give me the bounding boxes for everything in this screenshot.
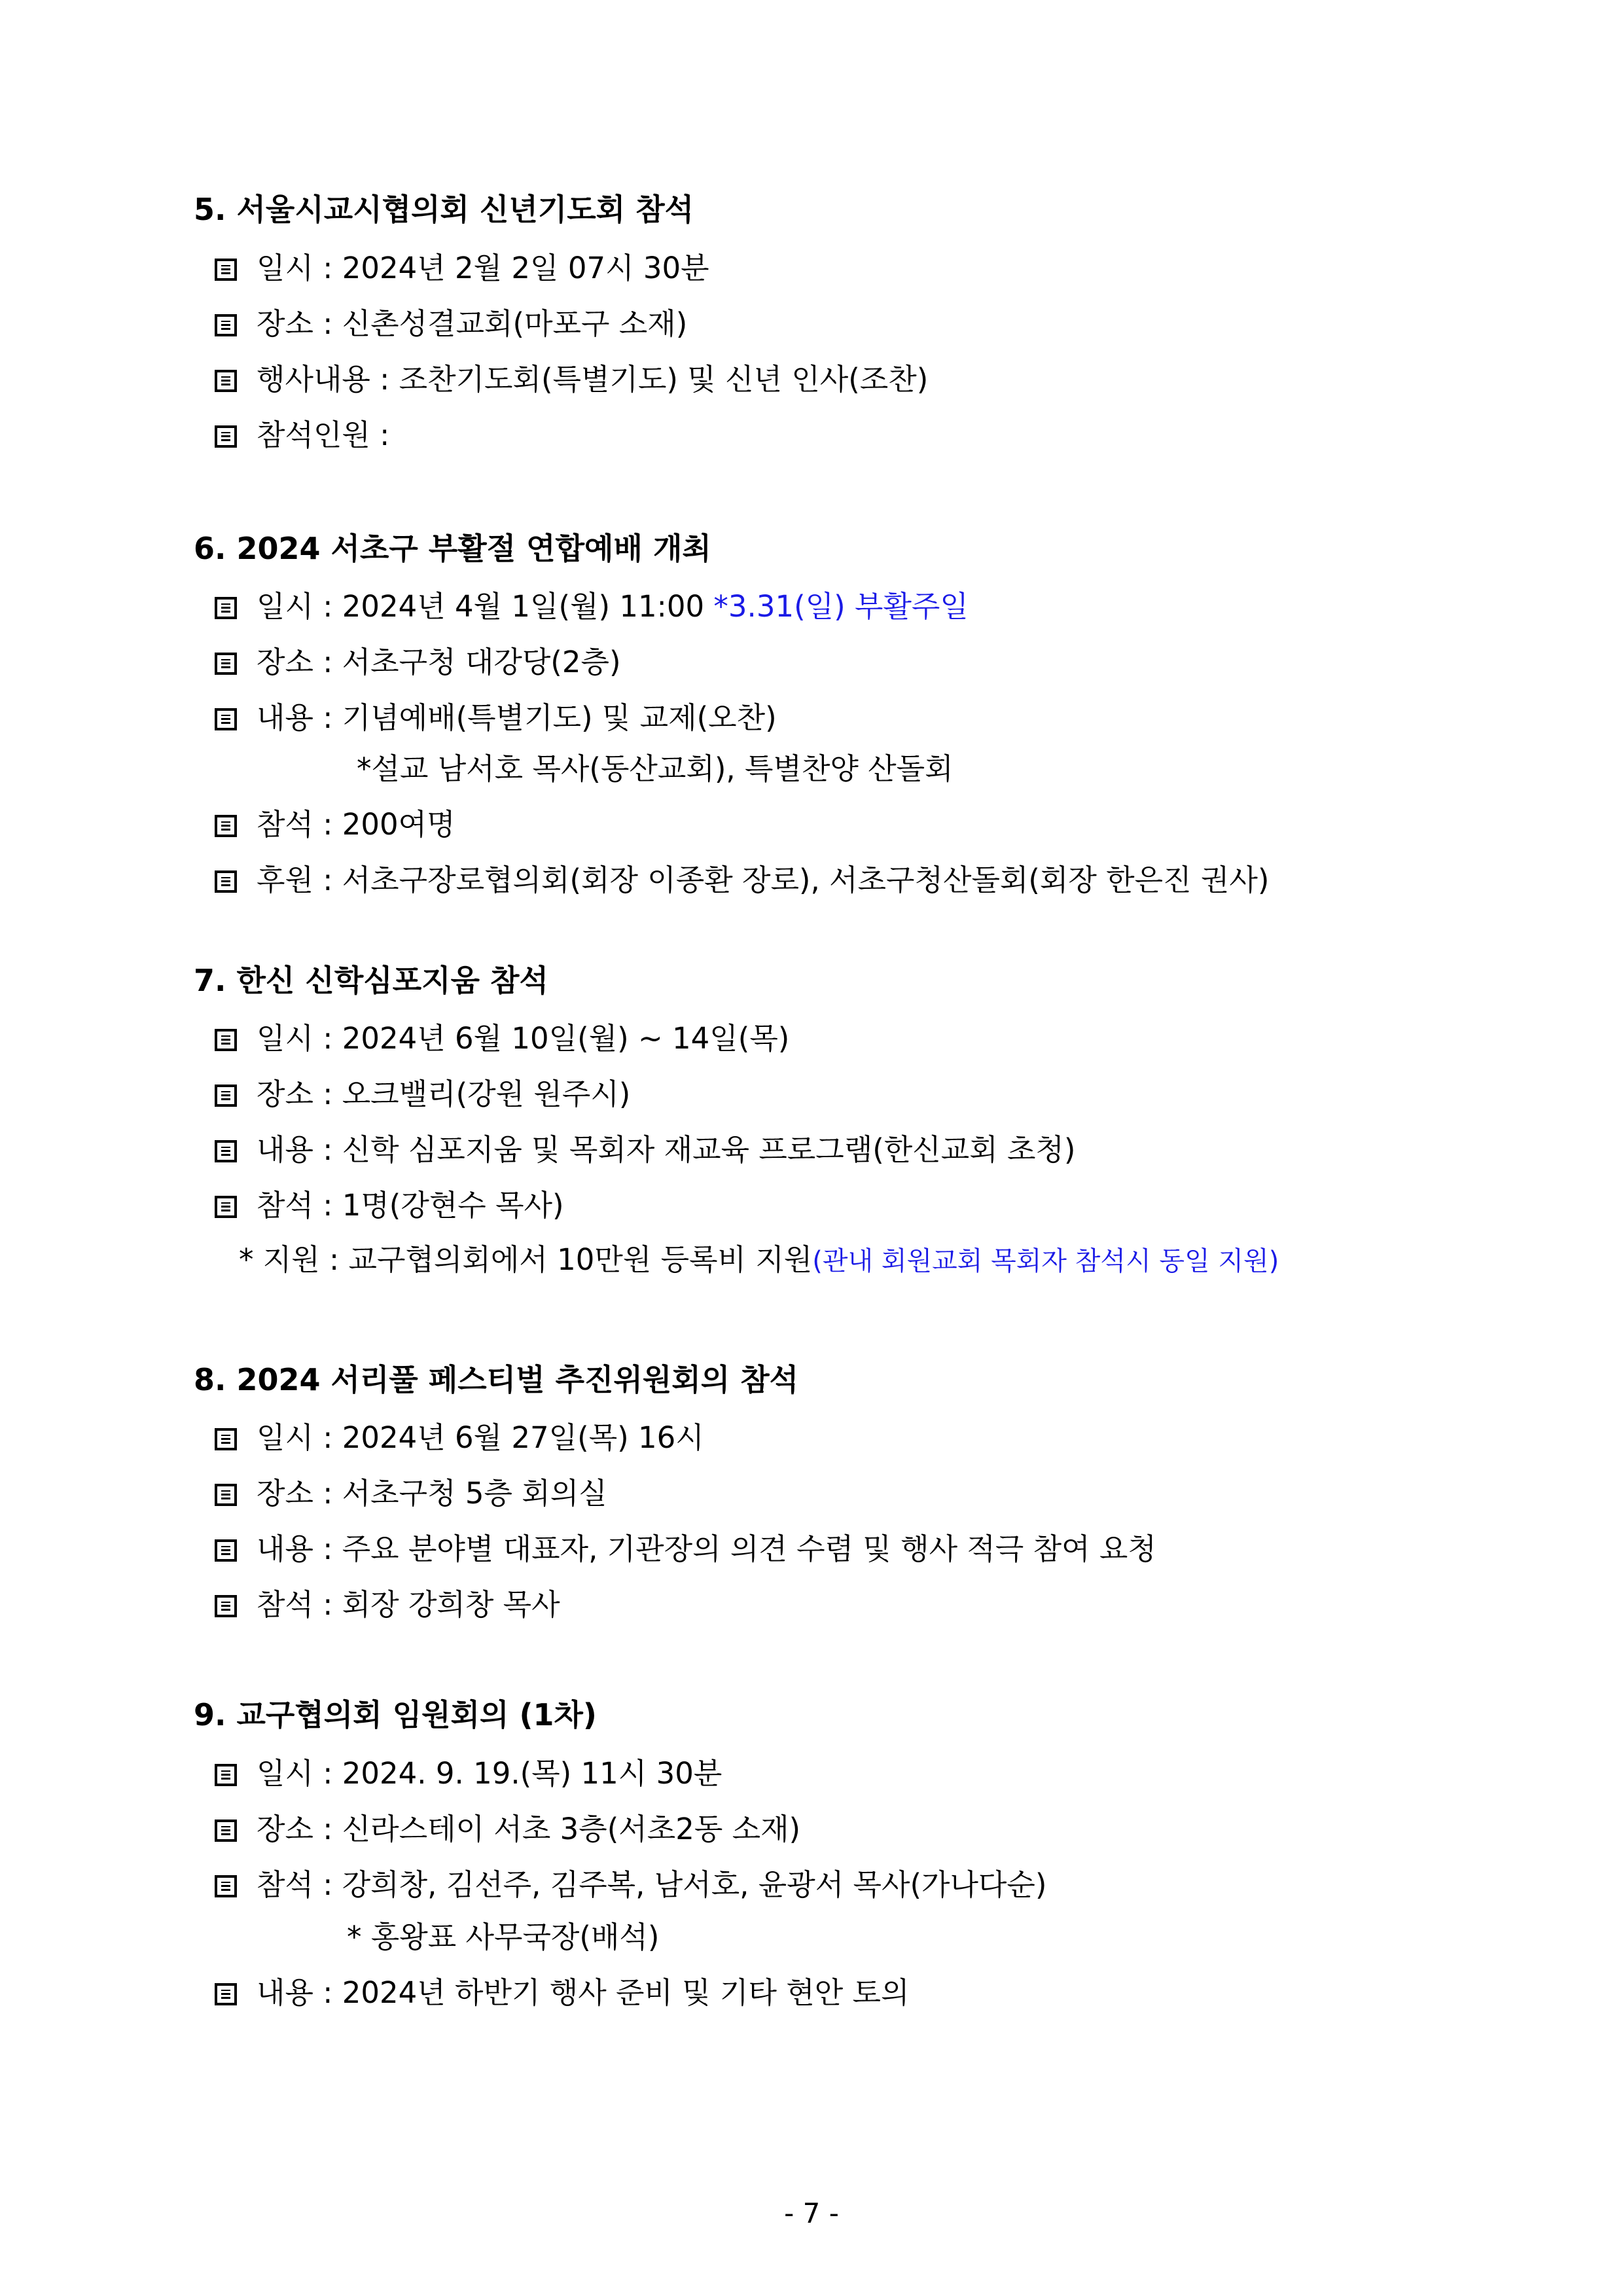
square-bullet-icon <box>215 1484 237 1506</box>
section-6-heading: 6. 2024 서초구 부활절 연합예배 개최 <box>194 531 711 566</box>
section-5-item-date: 일시 : 2024년 2월 2일 07시 30분 <box>215 249 709 288</box>
section-5-item-attendees: 참석인원 : <box>215 416 389 455</box>
section-6-item-sponsor: 후원 : 서초구장로협의회(회장 이종환 장로), 서초구청산돌회(회장 한은진 권사) <box>215 861 1269 900</box>
section-7-item-content: 내용 : 신학 심포지움 및 목회자 재교육 프로그램(한신교회 초청) <box>215 1130 1075 1170</box>
square-bullet-icon <box>215 1539 237 1562</box>
square-bullet-icon <box>215 314 237 336</box>
square-bullet-icon <box>215 1595 237 1617</box>
section-8-item-attendance: 참석 : 회장 강희창 목사 <box>215 1585 560 1624</box>
square-bullet-icon <box>215 708 237 730</box>
support-note-blue: (관내 회원교회 목회자 참석시 동일 지원) <box>812 1246 1279 1276</box>
square-bullet-icon <box>215 1140 237 1162</box>
section-7-item-date: 일시 : 2024년 6월 10일(월) ~ 14일(목) <box>215 1019 789 1058</box>
easter-note: *3.31(일) 부활주일 <box>713 589 969 624</box>
square-bullet-icon <box>215 1196 237 1218</box>
square-bullet-icon <box>215 1085 237 1107</box>
section-9-item-date: 일시 : 2024. 9. 19.(목) 11시 30분 <box>215 1754 722 1793</box>
square-bullet-icon <box>215 870 237 893</box>
section-6-item-place: 장소 : 서초구청 대강당(2층) <box>215 643 621 682</box>
section-8-item-place: 장소 : 서초구청 5층 회의실 <box>215 1474 607 1513</box>
section-9-heading: 9. 교구협의회 임원회의 (1차) <box>194 1697 597 1732</box>
section-9-item-attendance: 참석 : 강희창, 김선주, 김주복, 남서호, 윤광서 목사(가나다순) <box>215 1865 1046 1905</box>
square-bullet-icon <box>215 1983 237 2005</box>
section-5-item-place: 장소 : 신촌성결교회(마포구 소재) <box>215 304 687 344</box>
section-9-item-content: 내용 : 2024년 하반기 행사 준비 및 기타 현안 토의 <box>215 1973 909 2013</box>
square-bullet-icon <box>215 425 237 448</box>
square-bullet-icon <box>215 1764 237 1786</box>
square-bullet-icon <box>215 1428 237 1450</box>
section-6-item-attendance: 참석 : 200여명 <box>215 805 455 844</box>
square-bullet-icon <box>215 815 237 837</box>
section-7-support-note: * 지원 : 교구협의회에서 10만원 등록비 지원(관내 회원교회 목회자 참석시 동일 지원) <box>239 1242 1279 1277</box>
section-8-item-content: 내용 : 주요 분야별 대표자, 기관장의 의견 수렴 및 행사 적극 참여 요청 <box>215 1530 1156 1569</box>
section-7-heading: 7. 한신 신학심포지움 참석 <box>194 963 548 998</box>
section-7-item-attendance: 참석 : 1명(강현수 목사) <box>215 1186 564 1225</box>
section-6-content-note: *설교 남서호 목사(동산교회), 특별찬양 산돌회 <box>357 751 954 786</box>
square-bullet-icon <box>215 1029 237 1051</box>
section-9-attend-note: * 홍왕표 사무국장(배석) <box>347 1920 660 1954</box>
section-9-item-place: 장소 : 신라스테이 서초 3층(서초2동 소재) <box>215 1810 800 1849</box>
square-bullet-icon <box>215 370 237 392</box>
square-bullet-icon <box>215 597 237 619</box>
square-bullet-icon <box>215 653 237 675</box>
square-bullet-icon <box>215 1875 237 1897</box>
section-6-item-content: 내용 : 기념예배(특별기도) 및 교제(오찬) <box>215 698 777 738</box>
section-5-heading: 5. 서울시교시협의회 신년기도회 참석 <box>194 192 694 227</box>
section-8-item-date: 일시 : 2024년 6월 27일(목) 16시 <box>215 1418 704 1458</box>
square-bullet-icon <box>215 259 237 281</box>
square-bullet-icon <box>215 1820 237 1842</box>
section-6-item-date: 일시 : 2024년 4월 1일(월) 11:00 *3.31(일) 부활주일 <box>215 587 969 626</box>
section-8-heading: 8. 2024 서리풀 페스티벌 추진위원회의 참석 <box>194 1362 799 1397</box>
page-number: - 7 - <box>784 2197 839 2229</box>
section-7-item-place: 장소 : 오크밸리(강원 원주시) <box>215 1075 630 1114</box>
section-5-item-content: 행사내용 : 조찬기도회(특별기도) 및 신년 인사(조찬) <box>215 360 928 399</box>
